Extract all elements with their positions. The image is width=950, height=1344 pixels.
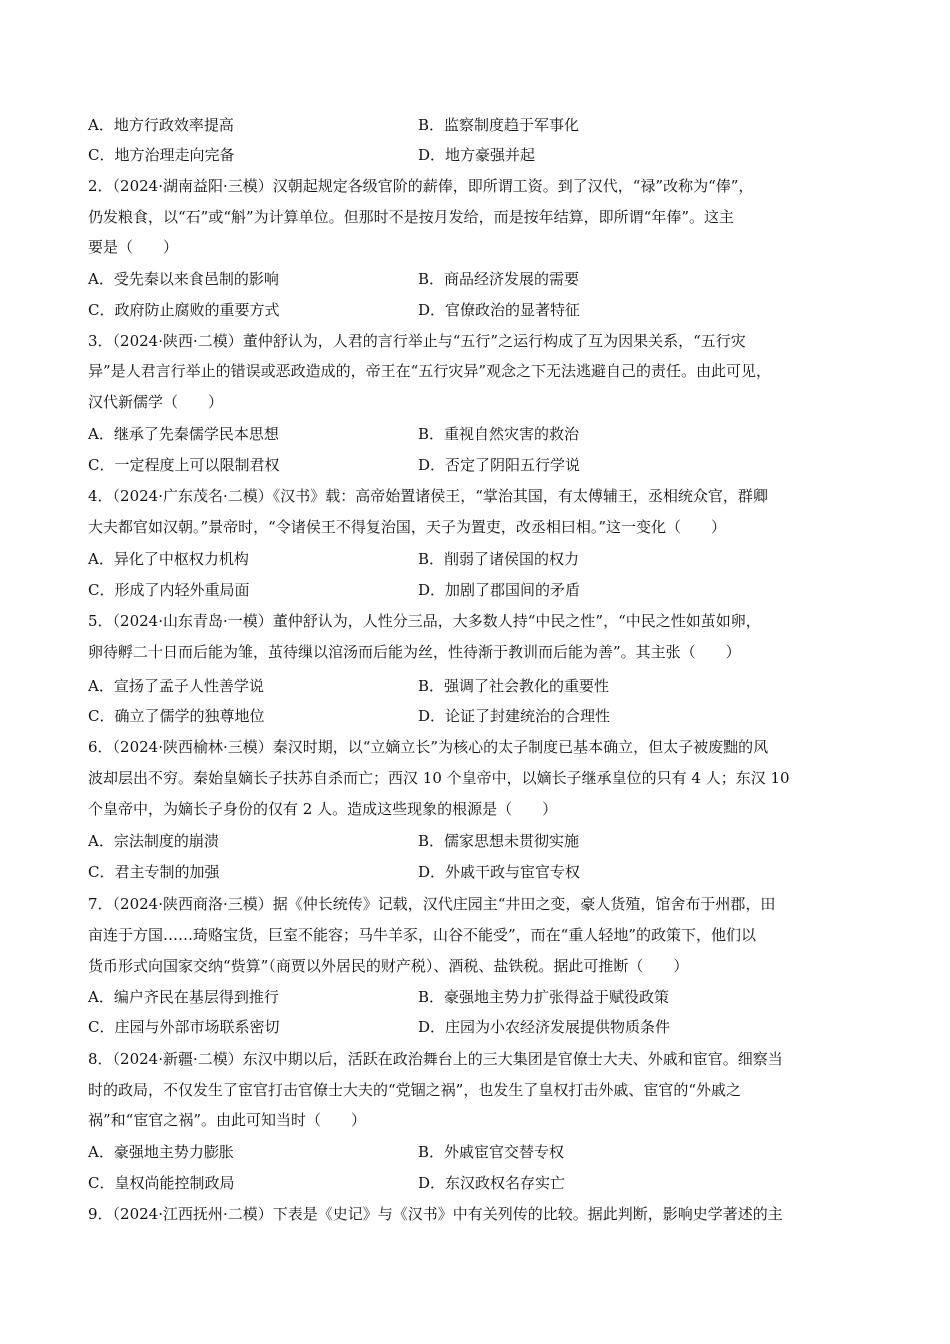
q3-option-d: D．否定了阴阳五行学说 — [418, 456, 581, 474]
q3-stem-line-1: 3．（2024·陕西·二模）董仲舒认为，人君的言行举止与“五行”之运行构成了互为因果关系，“五行灾 — [88, 332, 746, 350]
q7-stem-line-1: 7．（2024·陕西商洛·三模）据《仲长统传》记载，汉代庄园主“井田之变，豪人货殖，馆舍布于州郡，田 — [88, 895, 776, 913]
q2-option-a: A．受先秦以来食邑制的影响 — [88, 270, 279, 288]
q4-option-b: B．削弱了诸侯国的权力 — [418, 550, 580, 568]
q7-stem-line-3: 货币形式向国家交纳“赀算”（商贾以外居民的财产税）、酒税、盐铁税。据此可推断（ ） — [88, 957, 689, 975]
q4-option-d: D．加剧了郡国间的矛盾 — [418, 581, 581, 599]
q8-option-d: D．东汉政权名存实亡 — [418, 1174, 566, 1192]
q3-stem-line-3: 汉代新儒学（ ） — [88, 393, 224, 411]
q9-stem-line-1: 9．（2024·江西抚州·二模）下表是《史记》与《汉书》中有关列传的比较。据此判断，影响史学著述的主 — [88, 1205, 783, 1223]
q2-stem-line-2: 仍发粮食，以“石”或“斛”为计算单位。但那时不是按月发给，而是按年结算，即所谓“年俸”。这主 — [88, 208, 735, 226]
q4-stem-line-1: 4．（2024·广东茂名·二模）《汉书》载：高帝始置诸侯王，“掌治其国，有太傅辅王，丞相统众官，群卿 — [88, 487, 768, 505]
q8-option-b: B．外戚宦官交替专权 — [418, 1143, 565, 1161]
q8-stem-line-1: 8．（2024·新疆·二模）东汉中期以后，活跃在政治舞台上的三大集团是官僚士大夫、外戚和宦官。细察当 — [88, 1050, 783, 1068]
q6-option-a: A．宗法制度的崩溃 — [88, 832, 219, 850]
q8-stem-line-2: 时的政局，不仅发生了宦官打击官僚士大夫的“党锢之祸”，也发生了皇权打击外戚、宦官的“外戚之 — [88, 1081, 742, 1099]
q2-option-c: C．政府防止腐败的重要方式 — [88, 301, 280, 319]
q4-stem-line-2: 大夫都官如汉朝。”景帝时，“令诸侯王不得复治国，天子为置吏，改丞相曰相。”这一变化（ ） — [88, 518, 727, 536]
q5-stem-line-2: 卵待孵二十日而后能为雏，茧待缫以涫汤而后能为丝，性待渐于教训而后能为善”。其主张（ ） — [88, 643, 741, 661]
q1-option-a: A．地方行政效率提高 — [88, 116, 234, 134]
q7-option-a: A．编户齐民在基层得到推行 — [88, 988, 279, 1006]
q3-option-a: A．继承了先秦儒学民本思想 — [88, 425, 279, 443]
q8-option-a: A．豪强地主势力膨胀 — [88, 1143, 234, 1161]
q5-option-d: D．论证了封建统治的合理性 — [418, 707, 611, 725]
q5-option-b: B．强调了社会教化的重要性 — [418, 677, 610, 695]
q6-stem-line-2: 波却层出不穷。秦始皇嫡长子扶苏自杀而亡；西汉 10 个皇帝中，以嫡长子继承皇位的只有 4 人；东汉 10 — [88, 769, 790, 787]
q8-option-c: C．皇权尚能控制政局 — [88, 1174, 235, 1192]
q7-option-d: D．庄园为小农经济发展提供物质条件 — [418, 1018, 671, 1036]
q6-option-d: D．外戚干政与宦官专权 — [418, 863, 581, 881]
q3-stem-line-2: 异”是人君言行举止的错误或恶政造成的，帝王在“五行灾异”观念之下无法逃避自己的责任。由此可见， — [88, 362, 772, 380]
q8-stem-line-3: 祸”和“宦官之祸”。由此可知当时（ ） — [88, 1111, 367, 1129]
q2-stem-line-3: 要是（ ） — [88, 238, 179, 256]
q5-option-c: C．确立了儒学的独尊地位 — [88, 707, 265, 725]
q4-option-a: A．异化了中枢权力机构 — [88, 550, 249, 568]
q5-option-a: A．宣扬了孟子人性善学说 — [88, 677, 264, 695]
q1-option-d: D．地方豪强并起 — [418, 146, 536, 164]
q1-option-c: C．地方治理走向完备 — [88, 146, 235, 164]
q6-stem-line-1: 6．（2024·陕西榆林·三模）秦汉时期，以“立嫡立长”为核心的太子制度已基本确立，但太子被废黜的风 — [88, 738, 769, 756]
q7-option-b: B．豪强地主势力扩张得益于赋役政策 — [418, 988, 670, 1006]
q3-option-c: C．一定程度上可以限制君权 — [88, 456, 280, 474]
q6-stem-line-3: 个皇帝中，为嫡长子身份的仅有 2 人。造成这些现象的根源是（ ） — [88, 800, 558, 818]
q4-option-c: C．形成了内轻外重局面 — [88, 581, 250, 599]
q2-option-b: B．商品经济发展的需要 — [418, 270, 580, 288]
q1-option-b: B．监察制度趋于军事化 — [418, 116, 580, 134]
q5-stem-line-1: 5．（2024·山东青岛·一模）董仲舒认为，人性分三品，大多数人持“中民之性”，“中民之性如茧如卵， — [88, 612, 761, 630]
q7-stem-line-2: 亩连于方国……琦赂宝货，巨室不能容；马牛羊豕，山谷不能受”，而在“重人轻地”的政策下，他们以 — [88, 926, 757, 944]
q7-option-c: C．庄园与外部市场联系密切 — [88, 1018, 280, 1036]
q6-option-b: B．儒家思想未贯彻实施 — [418, 832, 580, 850]
q2-option-d: D．官僚政治的显著特征 — [418, 301, 581, 319]
q2-stem-line-1: 2．（2024·湖南益阳·三模）汉朝起规定各级官阶的薪俸，即所谓工资。到了汉代，“禄”改称为“俸”， — [88, 177, 754, 195]
q6-option-c: C．君主专制的加强 — [88, 863, 220, 881]
q3-option-b: B．重视自然灾害的救治 — [418, 425, 580, 443]
